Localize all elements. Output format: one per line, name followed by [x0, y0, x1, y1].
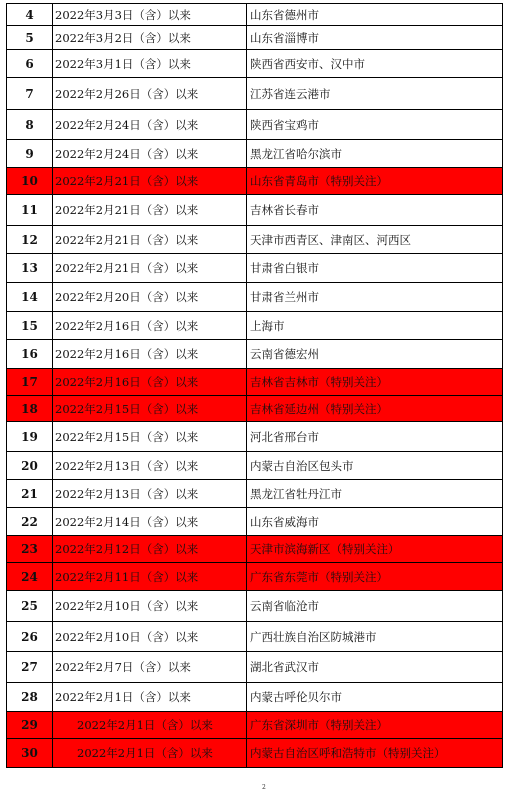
table-row [7, 508, 503, 536]
table-row-highlighted [7, 563, 503, 591]
row-place: 甘肃省白银市 [247, 254, 503, 283]
table-row [7, 422, 503, 452]
page-number: 2 [262, 784, 266, 791]
row-place: 吉林省吉林市（特别关注） [247, 369, 503, 396]
row-place: 天津市西青区、津南区、河西区 [247, 226, 503, 254]
row-number: 14 [7, 283, 53, 312]
row-number: 4 [7, 4, 53, 26]
table-body [7, 4, 503, 768]
row-date: 2022年2月16日（含）以来 [53, 340, 247, 369]
row-number: 12 [7, 226, 53, 254]
table-row-highlighted [7, 396, 503, 422]
row-number: 30 [7, 739, 53, 768]
row-number: 9 [7, 140, 53, 168]
row-number: 24 [7, 563, 53, 591]
row-place: 内蒙古自治区包头市 [247, 452, 503, 480]
row-date: 2022年2月1日（含）以来 [53, 683, 247, 712]
row-date: 2022年3月2日（含）以来 [53, 26, 247, 50]
table-row [7, 683, 503, 712]
table-row-highlighted [7, 536, 503, 563]
row-number: 19 [7, 422, 53, 452]
row-date: 2022年3月3日（含）以来 [53, 4, 247, 26]
row-date: 2022年2月24日（含）以来 [53, 110, 247, 140]
row-date: 2022年2月21日（含）以来 [53, 254, 247, 283]
row-number: 16 [7, 340, 53, 369]
row-number: 21 [7, 480, 53, 508]
row-place: 广东省深圳市（特别关注） [247, 712, 503, 739]
row-place: 云南省德宏州 [247, 340, 503, 369]
row-date: 2022年2月21日（含）以来 [53, 226, 247, 254]
row-place: 广东省东莞市（特别关注） [247, 563, 503, 591]
row-date: 2022年3月1日（含）以来 [53, 50, 247, 78]
row-number: 29 [7, 712, 53, 739]
row-number: 13 [7, 254, 53, 283]
table-row [7, 340, 503, 369]
row-place: 山东省青岛市（特别关注） [247, 168, 503, 195]
row-place: 陕西省西安市、汉中市 [247, 50, 503, 78]
row-date: 2022年2月16日（含）以来 [53, 369, 247, 396]
table-row [7, 254, 503, 283]
table-row-highlighted [7, 712, 503, 739]
table-row-highlighted [7, 168, 503, 195]
row-place: 吉林省延边州（特别关注） [247, 396, 503, 422]
row-place: 内蒙古呼伦贝尔市 [247, 683, 503, 712]
row-number: 25 [7, 591, 53, 622]
risk-area-table [6, 3, 503, 768]
row-date: 2022年2月21日（含）以来 [53, 168, 247, 195]
row-number: 10 [7, 168, 53, 195]
row-place: 黑龙江省哈尔滨市 [247, 140, 503, 168]
row-place: 山东省威海市 [247, 508, 503, 536]
row-place: 黑龙江省牡丹江市 [247, 480, 503, 508]
table-row [7, 480, 503, 508]
row-number: 27 [7, 652, 53, 683]
row-date: 2022年2月12日（含）以来 [53, 536, 247, 563]
row-number: 20 [7, 452, 53, 480]
row-date: 2022年2月10日（含）以来 [53, 591, 247, 622]
table-row [7, 312, 503, 340]
row-number: 22 [7, 508, 53, 536]
row-number: 17 [7, 369, 53, 396]
row-date: 2022年2月7日（含）以来 [53, 652, 247, 683]
row-number: 5 [7, 26, 53, 50]
row-date: 2022年2月15日（含）以来 [53, 422, 247, 452]
table-row [7, 622, 503, 652]
row-place: 陕西省宝鸡市 [247, 110, 503, 140]
table-row [7, 452, 503, 480]
table-row [7, 283, 503, 312]
table-row [7, 195, 503, 226]
row-number: 28 [7, 683, 53, 712]
row-date: 2022年2月1日（含）以来 [53, 739, 247, 768]
row-date: 2022年2月21日（含）以来 [53, 195, 247, 226]
row-place: 河北省邢台市 [247, 422, 503, 452]
row-number: 8 [7, 110, 53, 140]
row-place: 吉林省长春市 [247, 195, 503, 226]
row-place: 上海市 [247, 312, 503, 340]
row-number: 6 [7, 50, 53, 78]
row-place: 山东省淄博市 [247, 26, 503, 50]
row-number: 7 [7, 78, 53, 110]
table-row [7, 591, 503, 622]
table-row-highlighted [7, 739, 503, 768]
row-date: 2022年2月14日（含）以来 [53, 508, 247, 536]
row-place: 山东省德州市 [247, 4, 503, 26]
row-date: 2022年2月20日（含）以来 [53, 283, 247, 312]
table-row [7, 140, 503, 168]
row-date: 2022年2月26日（含）以来 [53, 78, 247, 110]
row-number: 23 [7, 536, 53, 563]
table-row [7, 78, 503, 110]
row-date: 2022年2月13日（含）以来 [53, 452, 247, 480]
row-number: 26 [7, 622, 53, 652]
row-date: 2022年2月11日（含）以来 [53, 563, 247, 591]
table-row-highlighted [7, 369, 503, 396]
row-place: 广西壮族自治区防城港市 [247, 622, 503, 652]
row-date: 2022年2月13日（含）以来 [53, 480, 247, 508]
table-row [7, 4, 503, 26]
row-date: 2022年2月15日（含）以来 [53, 396, 247, 422]
row-place: 天津市滨海新区（特别关注） [247, 536, 503, 563]
row-place: 江苏省连云港市 [247, 78, 503, 110]
row-date: 2022年2月16日（含）以来 [53, 312, 247, 340]
row-date: 2022年2月1日（含）以来 [53, 712, 247, 739]
row-number: 11 [7, 195, 53, 226]
row-place: 甘肃省兰州市 [247, 283, 503, 312]
row-place: 云南省临沧市 [247, 591, 503, 622]
table-row [7, 652, 503, 683]
table-row [7, 226, 503, 254]
table-row [7, 26, 503, 50]
table-row [7, 110, 503, 140]
row-number: 15 [7, 312, 53, 340]
row-date: 2022年2月10日（含）以来 [53, 622, 247, 652]
row-place: 湖北省武汉市 [247, 652, 503, 683]
table-row [7, 50, 503, 78]
row-date: 2022年2月24日（含）以来 [53, 140, 247, 168]
row-number: 18 [7, 396, 53, 422]
row-place: 内蒙古自治区呼和浩特市（特别关注） [247, 739, 503, 768]
